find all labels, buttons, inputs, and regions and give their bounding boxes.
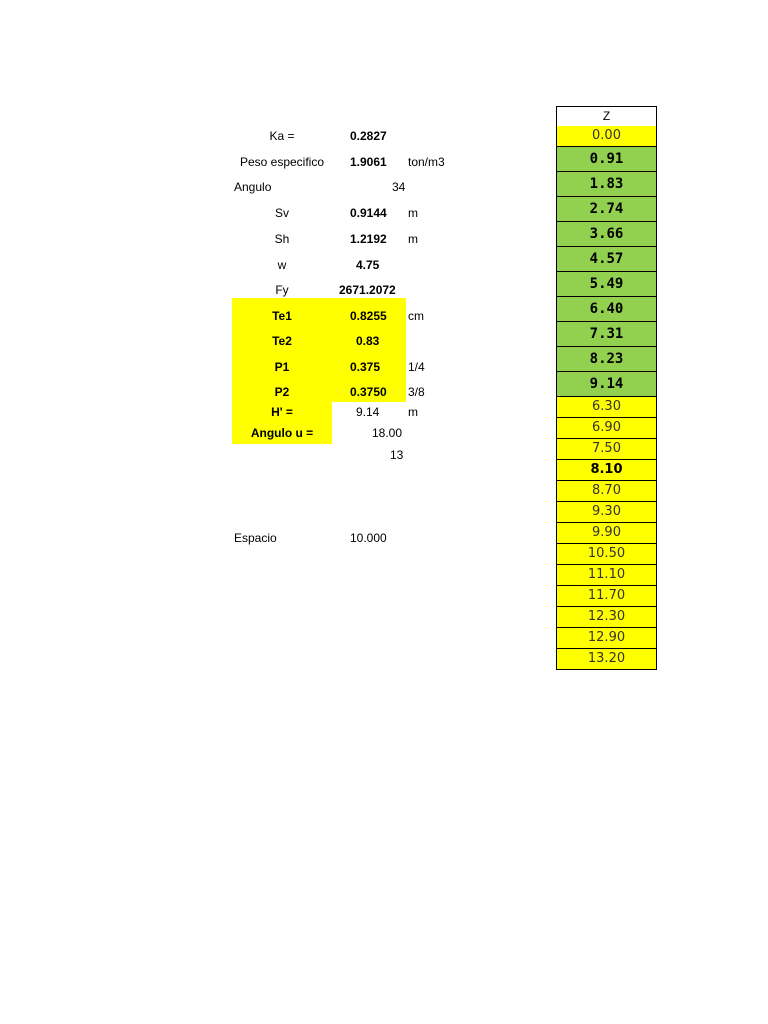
value-angulo[interactable]: 34 — [392, 180, 406, 194]
z-cell[interactable]: 5.49 — [556, 272, 657, 297]
z-cell[interactable]: 0.00 — [556, 126, 657, 147]
z-cell[interactable]: 0.91 — [556, 147, 657, 172]
label-ka: Ka = — [269, 129, 295, 143]
label-peso-especifico: Peso especifico — [239, 155, 325, 169]
unit-sh: m — [408, 232, 418, 246]
z-cell[interactable]: 9.90 — [556, 523, 657, 544]
z-cell[interactable]: 12.30 — [556, 607, 657, 628]
z-cell[interactable]: 1.83 — [556, 172, 657, 197]
z-cell[interactable]: 8.23 — [556, 347, 657, 372]
unit-p2: 3/8 — [408, 385, 425, 399]
label-h-prime: H' = — [271, 405, 293, 419]
label-espacio: Espacio — [234, 531, 277, 545]
z-cell[interactable]: 6.30 — [556, 397, 657, 418]
z-cell[interactable]: 13.20 — [556, 649, 657, 670]
value-fy[interactable]: 2671.2072 — [339, 283, 396, 297]
unit-h-prime: m — [408, 405, 418, 419]
label-angulo: Angulo — [234, 180, 272, 194]
value-h-prime[interactable]: 9.14 — [356, 405, 380, 419]
value-sh[interactable]: 1.2192 — [350, 232, 387, 246]
value-ka[interactable]: 0.2827 — [350, 129, 387, 143]
label-angulo-u: Angulo u = — [250, 426, 314, 440]
z-column-header: Z — [556, 106, 657, 127]
z-cell[interactable]: 12.90 — [556, 628, 657, 649]
value-angulo-u[interactable]: 18.00 — [372, 426, 403, 440]
z-cell[interactable]: 11.70 — [556, 586, 657, 607]
z-cell[interactable]: 10.50 — [556, 544, 657, 565]
value-espacio[interactable]: 10.000 — [350, 531, 387, 545]
value-sv[interactable]: 0.9144 — [350, 206, 387, 220]
value-peso-especifico[interactable]: 1.9061 — [350, 155, 387, 169]
z-cell[interactable]: 9.30 — [556, 502, 657, 523]
z-cell[interactable]: 11.10 — [556, 565, 657, 586]
value-w[interactable]: 4.75 — [356, 258, 380, 272]
unit-p1: 1/4 — [408, 360, 425, 374]
z-cell[interactable]: 3.66 — [556, 222, 657, 247]
label-te1: Te1 — [272, 309, 292, 323]
z-cell[interactable]: 9.14 — [556, 372, 657, 397]
unit-te1: cm — [408, 309, 424, 323]
z-cell[interactable]: 8.70 — [556, 481, 657, 502]
value-p2[interactable]: 0.3750 — [350, 385, 387, 399]
label-te2: Te2 — [272, 334, 292, 348]
z-cell[interactable]: 6.40 — [556, 297, 657, 322]
z-cell[interactable]: 7.50 — [556, 439, 657, 460]
unit-sv: m — [408, 206, 418, 220]
label-sv: Sv — [274, 206, 289, 220]
z-cell[interactable]: 4.57 — [556, 247, 657, 272]
label-sh: Sh — [274, 232, 290, 246]
label-p1: P1 — [274, 360, 290, 374]
value-extra[interactable]: 13 — [390, 448, 404, 462]
z-cell[interactable]: 7.31 — [556, 322, 657, 347]
label-p2: P2 — [274, 385, 290, 399]
value-te2[interactable]: 0.83 — [356, 334, 380, 348]
z-cell[interactable]: 2.74 — [556, 197, 657, 222]
label-w: w — [277, 258, 287, 272]
label-fy: Fy — [275, 283, 289, 297]
z-cell[interactable]: 6.90 — [556, 418, 657, 439]
z-cell[interactable]: 8.10 — [556, 460, 657, 481]
unit-peso-especifico: ton/m3 — [408, 155, 445, 169]
value-te1[interactable]: 0.8255 — [350, 309, 387, 323]
value-p1[interactable]: 0.375 — [350, 360, 381, 374]
